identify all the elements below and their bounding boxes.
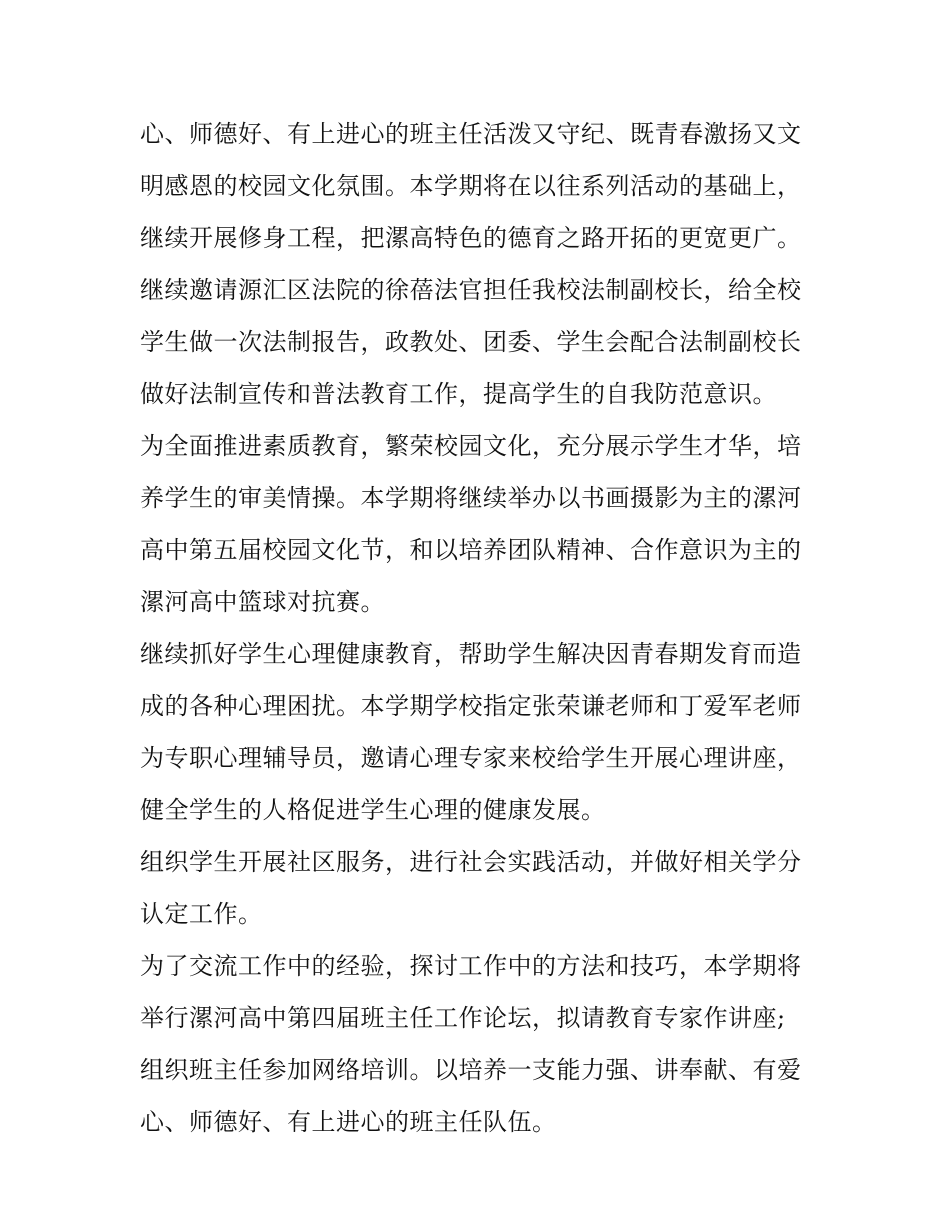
text-line-5: 学生做一次法制报告，政教处、团委、学生会配合法制副校长 [140,328,802,356]
text-line-15: 组织学生开展社区服务，进行社会实践活动，并做好相关学分 [140,848,802,876]
text-line-16: 认定工作。 [140,900,263,928]
text-line-1: 心、师德好、有上进心的班主任活泼又守纪、既青春激扬又文 [140,120,802,148]
text-line-7: 为全面推进素质教育，繁荣校园文化，充分展示学生才华，培 [140,432,802,460]
text-line-13: 为专职心理辅导员，邀请心理专家来校给学生开展心理讲座， [140,744,802,772]
text-line-9: 高中第五届校园文化节，和以培养团队精神、合作意识为主的 [140,536,802,564]
text-line-19: 组织班主任参加网络培训。以培养一支能力强、讲奉献、有爱 [140,1056,802,1084]
text-line-8: 养学生的审美情操。本学期将继续举办以书画摄影为主的漯河 [140,484,802,512]
text-line-10: 漯河高中篮球对抗赛。 [140,588,385,616]
text-line-3: 继续开展修身工程，把漯高特色的德育之路开拓的更宽更广。 [140,224,802,252]
text-line-6: 做好法制宣传和普法教育工作，提高学生的自我防范意识。 [140,380,777,408]
text-line-2: 明感恩的校园文化氛围。本学期将在以往系列活动的基础上， [140,172,802,200]
text-line-11: 继续抓好学生心理健康教育，帮助学生解决因青春期发育而造 [140,640,802,668]
text-line-18: 举行漯河高中第四届班主任工作论坛，拟请教育专家作讲座; [140,1004,786,1032]
text-line-17: 为了交流工作中的经验，探讨工作中的方法和技巧，本学期将 [140,952,802,980]
text-line-4: 继续邀请源汇区法院的徐蓓法官担任我校法制副校长，给全校 [140,276,802,304]
document-body [140,108,820,1148]
text-line-14: 健全学生的人格促进学生心理的健康发展。 [140,796,606,824]
text-line-12: 成的各种心理困扰。本学期学校指定张荣谦老师和丁爱军老师 [140,692,802,720]
text-line-20: 心、师德好、有上进心的班主任队伍。 [140,1108,557,1136]
